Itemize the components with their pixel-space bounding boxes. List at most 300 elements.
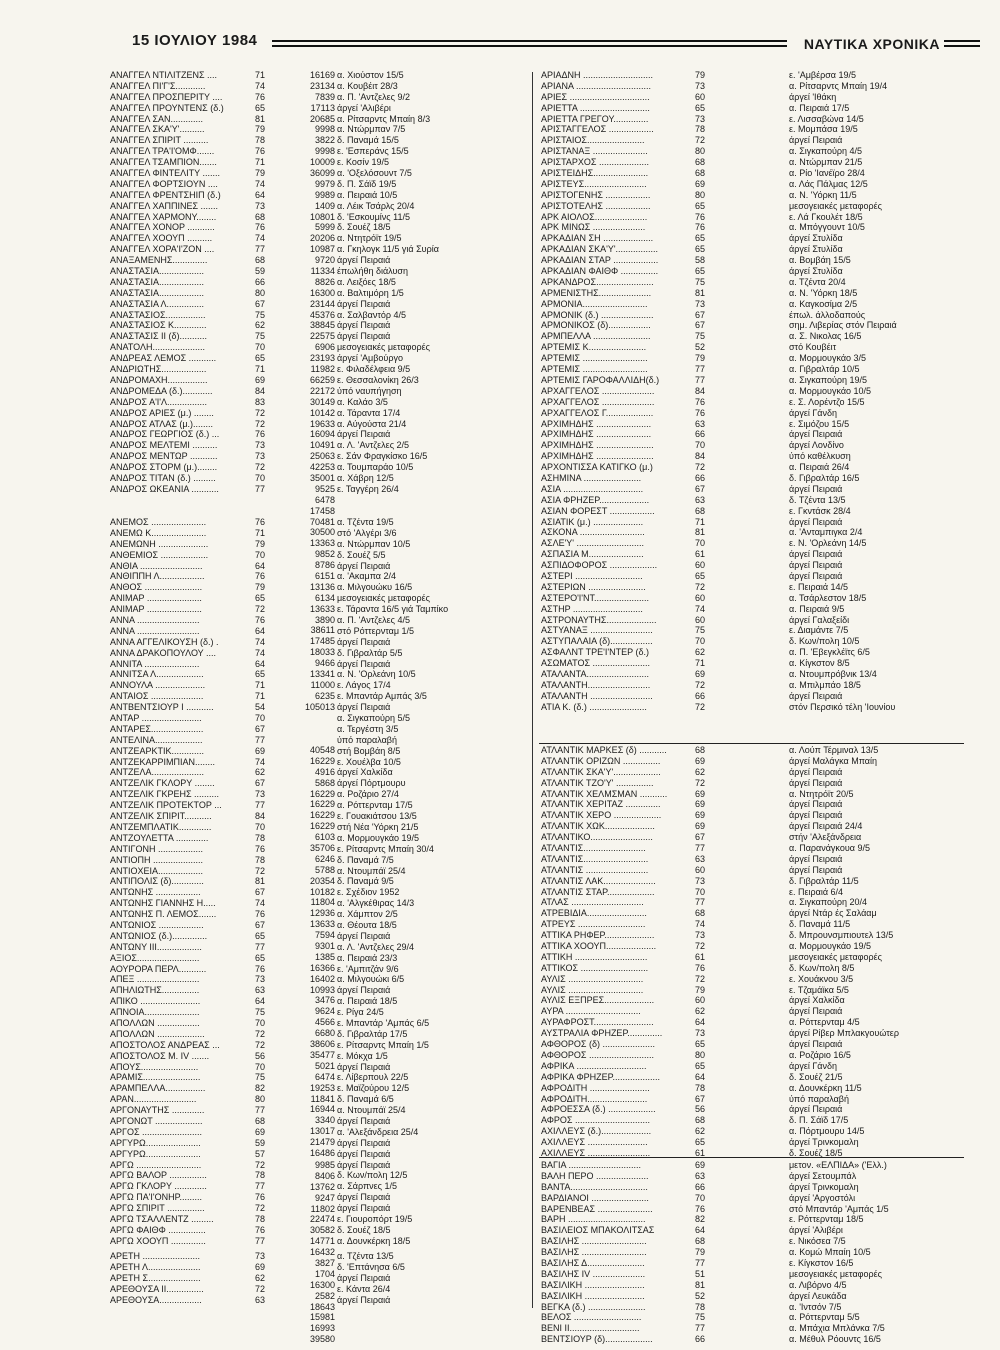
ship-name: ΑΝΤΩΝΙΟΣ (δ.)..............: [110, 930, 208, 941]
build-year: 69: [695, 178, 706, 189]
position: α. Κομώ Μπαίη 10/5: [789, 1247, 871, 1258]
build-year: 51: [695, 1268, 706, 1279]
ship-name: ΑΝΤΖΕΜΠΛΑΤΙΚ.............: [110, 821, 212, 832]
build-year: 80: [255, 287, 266, 298]
position: άργεί Σετουμπάλ: [789, 1170, 857, 1181]
tonnage: 18643: [309, 1301, 335, 1312]
build-year: 62: [695, 766, 706, 777]
position: δ. Κων/πολη 10/5: [789, 636, 860, 647]
ship-name: ΒΕΓΚΑ (δ.) .......................: [541, 1301, 646, 1312]
tonnage: 16402: [309, 973, 335, 984]
tonnage: 6246: [314, 853, 335, 864]
ship-name: ΑΡΕΤΗ Σ.....................: [110, 1272, 201, 1283]
build-year: 63: [695, 1170, 706, 1181]
ship-name: ΑΡΧΑΓΓΕΛΟΣ .....................: [541, 396, 655, 407]
position: α. Πειραιά 17/5: [789, 102, 850, 113]
tonnage: 21479: [309, 1137, 335, 1148]
ship-name: ΑΦΡΟΔΙΤΗ........................: [541, 1093, 648, 1104]
position: ε. Ρίτσαρντς Μπαίη 1/5: [337, 1039, 429, 1050]
build-year: 60: [695, 614, 706, 625]
position: ε. Μπαντάρ Αμπάς 3/5: [337, 691, 427, 702]
ship-name: ΑΦΘΟΡΟΣ (δ) .....................: [541, 1039, 656, 1050]
position: έπωλήθη διάλυση: [337, 266, 408, 277]
ship-name: ΑΝΔΡΟΣ ΓΕΩΡΓΙΟΣ (δ.) ...: [110, 429, 220, 440]
build-year: 65: [255, 952, 266, 963]
ship-name: ΑΤΛΑΣ .............................: [541, 897, 644, 908]
build-year: 74: [695, 919, 706, 930]
position: άργεί Πειραιά: [337, 1192, 391, 1203]
position: α. Π. 'Εβεγκλέϊτς 6/5: [789, 647, 870, 658]
tonnage: 10009: [309, 157, 335, 168]
build-year: 69: [695, 755, 706, 766]
ship-name: ΑΤΑΛΑΝΤΑ.........................: [541, 668, 650, 679]
build-year: 71: [255, 680, 266, 691]
position: άργεί Πειραιά: [789, 560, 843, 571]
column-divider: [532, 72, 533, 1308]
position: ε. Κοσίν 19/5: [337, 157, 389, 168]
build-year: 63: [695, 418, 706, 429]
build-year: 77: [255, 941, 266, 952]
tonnage: 16486: [309, 1147, 335, 1158]
ship-name: ΑΡΤΕΜΙΣ ..........................: [541, 353, 648, 364]
ship-name: ΑΤΤΙΚΗ .............................: [541, 951, 648, 962]
ship-name: ΑΝΤΖΕΛΙΚ ΣΠΙΡΙΤ...........: [110, 811, 212, 822]
ship-name: ΑΡΧΑΓΓΕΛΟΣ .....................: [541, 385, 655, 396]
build-year: 66: [255, 276, 266, 287]
position: α. 'Ιντσόν 7/5: [789, 1301, 842, 1312]
tonnage: 9979: [314, 178, 335, 189]
ship-name: ΑΡΙΣΤΑΙΟΣ.......................: [541, 135, 645, 146]
build-year: 77: [255, 1235, 266, 1246]
position: δ. Σουέζ 18/5: [337, 1224, 391, 1235]
build-year: 72: [695, 777, 706, 788]
build-year: 76: [695, 1203, 706, 1214]
ship-name: ΑΝΑΓΓΕΛ ΠΡΟΣΠΕΡΙΤΥ ....: [110, 91, 223, 102]
build-year: 79: [695, 1247, 706, 1258]
position: στήν 'Αλεξάνδρεια: [789, 832, 862, 843]
position: α. Π. 'Αντζελες 4/5: [337, 615, 411, 626]
position: δ. Τζέντα 13/5: [789, 494, 846, 505]
ship-name: ΑΡΙΣΤΟΓΕΝΗΣ ..................: [541, 189, 651, 200]
ship-name: ΒΑΣΙΛΗΣ ..........................: [541, 1247, 647, 1258]
header-rule: [272, 40, 787, 47]
position: α. Ρίο 'Ιανέϊρο 28/4: [789, 168, 865, 179]
position: άργεί 'Αμβούργο: [337, 353, 403, 364]
position: ε. Χουάκνου 3/5: [789, 973, 854, 984]
tonnage: 9301: [314, 941, 335, 952]
ship-name: ΑΥΣΤΡΑΛΙΑ ΦΡΗΖΕΡ..............: [541, 1028, 663, 1039]
build-year: 69: [695, 788, 706, 799]
position: στό Μπαντάρ 'Αμπάς 1/5: [789, 1203, 889, 1214]
build-year: 71: [695, 658, 706, 669]
build-year: 69: [255, 1126, 266, 1137]
position: σημ. Λιβερίας στόν Πειραιά: [789, 320, 897, 331]
build-year: 65: [695, 200, 706, 211]
position: α. Τάραντα 17/4: [337, 407, 401, 418]
tonnage: 39580: [309, 1334, 335, 1345]
tonnage: 16300: [309, 287, 335, 298]
position: α. Αύγούστα 21/4: [337, 418, 407, 429]
ship-name: ΒΑΣΙΛΙΚΗ ........................: [541, 1290, 645, 1301]
ship-name: ΑΝΔΡΟΣ ΜΕΛΤΕΜΙ ..........: [110, 440, 218, 451]
position: ε. Σχέδιον 1952: [337, 887, 400, 898]
build-year: 76: [255, 146, 266, 157]
build-year: 62: [255, 320, 266, 331]
build-year: 79: [255, 124, 266, 135]
position: άργεί Πειραιά: [337, 429, 391, 440]
build-year: 72: [255, 604, 266, 615]
build-year: 66: [695, 690, 706, 701]
tonnage: 10491: [309, 440, 335, 451]
ship-name: ΑΣΙΑΝ ΦΟΡΕΣΤ ..................: [541, 505, 655, 516]
ship-name: ΑΝΘΕΜΙΟΣ ...................: [110, 549, 209, 560]
position: άργεί Πειραιά: [337, 1272, 391, 1283]
build-year: 79: [255, 582, 266, 593]
build-year: 70: [255, 1061, 266, 1072]
position: α. Μπιλμπάο 18/5: [789, 679, 861, 690]
position: ε. Ρίγα 24/5: [337, 1007, 384, 1018]
position: α. Λ. 'Αντζελες 2/5: [337, 440, 410, 451]
ship-name: ΑΞΙΟΣ.........................: [110, 952, 200, 963]
build-year: 81: [695, 287, 706, 298]
position: α. Πειραιά 18/5: [337, 996, 398, 1007]
build-year: 58: [695, 255, 706, 266]
position: άργεί Γάνδη: [789, 407, 838, 418]
ship-name: ΒΑΣΙΛΕΙΟΣ ΜΠΑΚΟΛΙΤΣΑΣ: [541, 1225, 655, 1236]
build-year: 64: [255, 625, 266, 636]
ship-name: ΑΡΕΤΗ .......................: [110, 1251, 201, 1261]
ship-name: ΑΝΑΤΟΛΗ.....................: [110, 342, 206, 353]
position: άργεί Ρίβερ Μπλακγουώτερ: [789, 1028, 899, 1039]
position: ύπό ναυπήγηση: [337, 385, 402, 396]
build-year: 69: [695, 810, 706, 821]
tonnage: 11804: [310, 897, 335, 908]
publication-title: ΝΑΥΤΙΚΑ ΧΡΟΝΙΚΑ: [803, 36, 940, 52]
position: α. Τζέντα 13/5: [337, 1251, 394, 1261]
tonnage: 9985: [314, 1160, 335, 1170]
build-year: 65: [695, 102, 706, 113]
position: α. Σάρπνες 1/5: [337, 1181, 398, 1192]
build-year: 76: [255, 517, 266, 527]
build-year: 70: [255, 472, 266, 483]
position: ε. Κάντα 26/4: [337, 1283, 391, 1294]
build-year: 76: [255, 429, 266, 440]
tonnage: 19633: [309, 418, 335, 429]
position: άργεί 'Αλιβέρι: [789, 1225, 843, 1236]
build-year: 70: [695, 440, 706, 451]
ship-name: ΑΣΤΥΠΑΛΑΙΑ (δ).................: [541, 636, 653, 647]
build-year: 70: [255, 713, 266, 724]
position: α. Λέικ Τσάρλς 20/4: [337, 200, 415, 211]
ship-name: ΑΡΚΑΔΙΑΝ ΣΚΑ'Υ'.................: [541, 244, 659, 255]
ship-name: ΑΥΛΙΣ ..............................: [541, 984, 644, 995]
build-year: 74: [255, 80, 266, 91]
position: άργεί Πειραιά: [789, 1104, 843, 1115]
tonnage: 2582: [314, 1290, 335, 1301]
position: α. Σιγκαπούρη 5/5: [337, 713, 411, 724]
position: ε. Μαϊζούρου 12/5: [337, 1083, 410, 1094]
ship-name: ΑΝΑΓΓΕΛ ΠΡΟΥΝΤΕΝΣ (δ.): [110, 102, 224, 113]
position: ε. Σ. Λορέντζο 15/5: [789, 396, 865, 407]
position: άργεί Πειραιά: [337, 1061, 391, 1072]
build-year: 74: [255, 756, 266, 767]
position: άργεί Πειραιά: [789, 549, 843, 560]
ship-name: ΑΝΤΖΕΛΑ.....................: [110, 767, 205, 778]
ship-name: ΑΥΡΑ ..............................: [541, 1006, 641, 1017]
build-year: 74: [255, 636, 266, 647]
tonnage: 22474: [309, 1214, 335, 1225]
build-year: 67: [695, 832, 706, 843]
ship-name: ΒΕΝΤΣΙΟΥΡ (δ)...................: [541, 1334, 653, 1345]
ship-name: ΑΝΑΓΓΕΛ ΣΑΝ.............: [110, 113, 204, 124]
build-year: 76: [255, 1224, 266, 1235]
tonnage: 6478: [314, 494, 335, 505]
ship-name: ΑΡΓΩ ΤΣΑΛΛΕΝΤΖ .........: [110, 1214, 214, 1224]
position: άργεί Πειραιά: [337, 702, 391, 713]
ship-name: ΑΡΧΙΜΗΔΗΣ ......................: [541, 429, 652, 440]
build-year: 72: [255, 418, 266, 429]
build-year: 79: [255, 168, 266, 179]
ship-name: ΑΣΗΜΙΝΑ .......................: [541, 472, 642, 483]
position: α. Ρίτσαρντς Μπαίη 8/3: [337, 113, 431, 124]
tonnage: 16169: [309, 70, 335, 80]
tonnage: 16229: [309, 810, 335, 821]
ship-name: ΑΣΙΑΤΙΚ (μ.) ....................: [541, 516, 644, 527]
position: άργεί Πειραιά: [789, 799, 843, 810]
tonnage: 66259: [309, 374, 335, 385]
build-year: 61: [695, 1147, 706, 1158]
position: α. Ντώρμπαν 7/5: [337, 124, 406, 135]
ship-name: ΑΡΓΟΝΑΥΤΗΣ .............: [110, 1105, 205, 1116]
ship-name: ΑΝΕΜΩ Κ......................: [110, 527, 207, 538]
ship-name: ΑΡΓΩ ΓΚΛΟΡΥ .............: [110, 1181, 207, 1192]
ship-name: ΑΡΓΥΡΩ......................: [110, 1148, 201, 1159]
position: άργεί Στυλίδα: [789, 266, 843, 277]
build-year: 73: [695, 80, 706, 91]
ship-name: ΑΤΛΑΝΤΙΣ .........................: [541, 864, 649, 875]
position: άργεί Γαλαξείδι: [789, 614, 850, 625]
issue-date: 15 ΙΟΥΛΙΟΥ 1984: [132, 32, 258, 49]
build-year: 79: [695, 353, 706, 364]
ship-name: ΑΡΙΣΤΑΝΑΞ ......................: [541, 146, 648, 157]
build-year: 75: [695, 1312, 706, 1323]
build-year: 78: [695, 1082, 706, 1093]
position: άργεί Πειραιά: [337, 1137, 391, 1148]
position: μεσογειακές μεταφορές: [337, 593, 430, 604]
position: δ. Σουέζ 21/5: [789, 1071, 843, 1082]
position: α. Μορμουγκάο 19/5: [789, 941, 872, 952]
position: α. Πειραιά 9/5: [789, 603, 845, 614]
build-year: 72: [255, 1028, 266, 1039]
position: άργεί Γάνδη: [789, 1060, 838, 1071]
ship-name: ΑΡΧΙΜΗΔΗΣ .......................: [541, 440, 654, 451]
position: ε. Γκντάσκ 28/4: [789, 505, 851, 516]
ship-name: ΑΣΤΕΡΙΩΝ .......................: [541, 581, 646, 592]
ship-name: ΑΡΓΩ ..........................: [110, 1159, 202, 1170]
build-year: 68: [695, 168, 706, 179]
build-year: 67: [695, 309, 706, 320]
build-year: 84: [255, 811, 266, 822]
position: δ. Γιβραλτάρ 17/5: [337, 1028, 408, 1039]
position: α. Σιγκαπούρη 20/4: [789, 897, 868, 908]
ship-name: ΑΡΜΕΝΙΣΤΗΣ.....................: [541, 287, 652, 298]
position: α. Ντώρμπαν 21/5: [789, 157, 863, 168]
ship-name: ΒΑΣΙΛΙΚΗ ........................: [541, 1279, 645, 1290]
position: α. Κουβέιτ 28/3: [337, 80, 398, 91]
position: α. Μέθυλ Ρόουντς 16/5: [789, 1334, 881, 1345]
tonnage: 9525: [314, 483, 335, 494]
build-year: 80: [695, 189, 706, 200]
ship-name: ΑΤΛΑΝΤΙΚ ΣΚΑ'Υ'...................: [541, 766, 661, 777]
tonnage: 8406: [314, 1170, 335, 1181]
build-year: 80: [255, 1094, 266, 1105]
build-year: 76: [695, 962, 706, 973]
position: α. Ροζάριο 27/4: [337, 789, 399, 800]
ship-name: ΑΝΑΓΓΕΛ ΧΟΝΟΡ ...........: [110, 222, 215, 233]
position: άργεί Χαλκίδα: [789, 995, 845, 1006]
build-year: 72: [255, 1283, 266, 1294]
build-year: 59: [255, 266, 266, 277]
build-year: 64: [695, 1017, 706, 1028]
build-year: 66: [695, 472, 706, 483]
ship-name: ΑΧΙΛΛΕΥΣ .........................: [541, 1147, 651, 1158]
ship-name: ΑΡΙΣΤΕΙΔΗΣ......................: [541, 168, 649, 179]
ship-name: ΑΣΚΟΝΑ ..........................: [541, 527, 645, 538]
build-year: 72: [255, 407, 266, 418]
position: δ. Γιβραλτάρ 5/5: [337, 647, 403, 658]
tonnage: 25063: [309, 451, 335, 462]
ship-name: ΑΝΑΓΓΕΛ ΤΡΑ'Ι'ΟΜΦ.......: [110, 146, 215, 157]
ship-name: ΑΝΝΑ ΑΓΓΕΛΙΚΟΥΣΗ (δ.) .: [110, 636, 219, 647]
position: α. Μπάχια Μπλάνκα 7/5: [789, 1323, 885, 1334]
position: α. 'Ανταμπιγκα 2/4: [789, 527, 863, 538]
build-year: 75: [695, 625, 706, 636]
ship-name: ΑΡΜΟΝΙΑ..........................: [541, 298, 648, 309]
ship-name: ΑΡΓΟΣ ........................: [110, 1126, 203, 1137]
build-year: 72: [695, 701, 706, 712]
position: α. Πειραιά 26/4: [789, 462, 850, 473]
position: άργεί Λευκάδα: [789, 1290, 847, 1301]
position: α. Βομβάη 15/5: [789, 255, 851, 266]
build-year: 80: [695, 146, 706, 157]
build-year: 71: [255, 527, 266, 538]
build-year: 72: [255, 1159, 266, 1170]
ship-name: ΑΤΤΙΚΟΣ ...........................: [541, 962, 649, 973]
tonnage: 30500: [309, 527, 335, 538]
build-year: 81: [695, 527, 706, 538]
tonnage: 17458: [309, 505, 335, 516]
build-year: 81: [255, 113, 266, 124]
build-year: 52: [695, 1290, 706, 1301]
build-year: 65: [255, 593, 266, 604]
tonnage: 10987: [309, 244, 335, 255]
build-year: 61: [695, 951, 706, 962]
tonnage: 18033: [309, 647, 335, 658]
ship-name: ΑΝΤΒΕΝΤΣΙΟΥΡ Ι ...........: [110, 702, 214, 713]
build-year: 63: [255, 1294, 266, 1305]
build-year: 75: [255, 1007, 266, 1018]
position: δ. Γιβραλτάρ 16/5: [789, 472, 860, 483]
ship-name: ΑΤΛΑΝΤΙΣ ΛΑΚ.....................: [541, 875, 656, 886]
build-year: 73: [695, 875, 706, 886]
tonnage: 16432: [309, 1247, 335, 1258]
position: ε. Ν. 'Ορλεάνη 14/5: [789, 538, 867, 549]
build-year: 74: [255, 647, 266, 658]
build-year: 70: [255, 821, 266, 832]
ship-name: ΑΤΡΕΒΙΔΙΑ........................: [541, 908, 647, 919]
ship-name: ΑΠΟΛΛΩΝ ...................: [110, 1028, 205, 1039]
ship-name: ΑΝΕΜΟΣ ......................: [110, 517, 207, 527]
ship-name: ΑΤΛΑΝΤΙΚ ΧΕΡΙΤΑΖ ..............: [541, 799, 661, 810]
tonnage: 5788: [314, 864, 335, 875]
ship-name: ΑΡΑΜΠΕΛΛΑ................: [110, 1083, 206, 1094]
ship-name: ΑΝΔΡΟΣ Α'Ι'Λ................: [110, 396, 208, 407]
ship-name: ΑΝΤΙΟΠΗ ....................: [110, 854, 204, 865]
position: α. Λάς Πάλμας 12/5: [789, 178, 868, 189]
position: άργεί Πειραιά: [337, 658, 391, 669]
build-year: 63: [695, 494, 706, 505]
build-year: 67: [255, 887, 266, 898]
position: ε. 'Εσπεράνς 15/5: [337, 146, 409, 157]
build-year: 80: [695, 1049, 706, 1060]
position: α. Μορμουγκάο 10/5: [789, 385, 872, 396]
ship-name: ΑΝΝΑ ΔΡΑΚΟΠΟΥΛΟΥ ....: [110, 647, 217, 658]
ship-name: ΑΣΤΥΑΝΑΞ .........................: [541, 625, 653, 636]
position: στόν Περσικό τέλη 'Ιουνίου: [789, 701, 896, 712]
position: α. Ν. 'Υόρκη 11/5: [789, 189, 857, 200]
build-year: 72: [695, 679, 706, 690]
ship-name: ΑΝΤΩΝΗΣ ΓΙΑΝΝΗΣ Η.....: [110, 898, 216, 909]
ship-name: ΑΣΙΑ ΦΡΗΖΕΡ....................: [541, 494, 650, 505]
ship-name: ΑΡΤΕΜΙΣ Κ.......................: [541, 342, 647, 353]
build-year: 65: [695, 1039, 706, 1050]
ship-name: ΑΠΟΛΛΩΝ .................: [110, 1017, 200, 1028]
ship-name: ΑΤΛΑΝΤΙΚ ΧΕΡΟ ...................: [541, 810, 662, 821]
ship-name: ΑΡΧΟΝΤΙΣΣΑ ΚΑΤΙΓΚΟ (μ.): [541, 462, 653, 473]
tonnage: 6906: [314, 342, 335, 353]
position: δ. Παναμά 7/5: [337, 854, 394, 865]
tonnage: 38611: [310, 625, 335, 636]
section-rule: [539, 743, 964, 744]
position: άργεί Πειραιά: [789, 483, 843, 494]
ship-name: ΑΝΑΓΓΕΛ ΦΙΝΤΕΛΙΤΥ .......: [110, 168, 220, 179]
position: ε. Νικόσεα 7/5: [789, 1236, 846, 1247]
build-year: 72: [255, 865, 266, 876]
tonnage: 35706: [309, 843, 335, 854]
ship-name: ΑΝΑΣΤΑΣΙΑ..................: [110, 276, 204, 287]
build-year: 74: [255, 178, 266, 189]
tonnage: 16229: [309, 799, 335, 810]
build-year: 73: [255, 974, 266, 985]
build-year: 68: [695, 157, 706, 168]
position: α. Ρίτσαρντς Μπαίη 19/4: [789, 80, 888, 91]
position: μεσογειακές μεταφορές: [789, 1268, 882, 1279]
ship-name: ΑΝΔΡΟΣ ΩΚΕΑΝΙΑ ...........: [110, 483, 219, 494]
position: μεσογειακές μεταφορές: [789, 951, 882, 962]
position: α. Καλάο 3/5: [337, 396, 388, 407]
build-year: 60: [695, 995, 706, 1006]
tonnage: 38606: [309, 1039, 335, 1050]
tonnage: 15981: [309, 1312, 335, 1323]
position: άργεί Πειραιά: [789, 766, 843, 777]
build-year: 78: [255, 854, 266, 865]
position: ε. Θεσσαλονίκη 26/3: [337, 374, 419, 385]
ship-name: ΑΤΛΑΝΤΙΚ ΜΑΡΚΕΣ (δ) ...........: [541, 745, 667, 755]
tonnage: 9466: [314, 658, 335, 669]
position: ε. Πειραιά 6/4: [789, 886, 844, 897]
build-year: 77: [695, 897, 706, 908]
ship-name: ΑΣΛΕ'Υ' ...........................: [541, 538, 645, 549]
